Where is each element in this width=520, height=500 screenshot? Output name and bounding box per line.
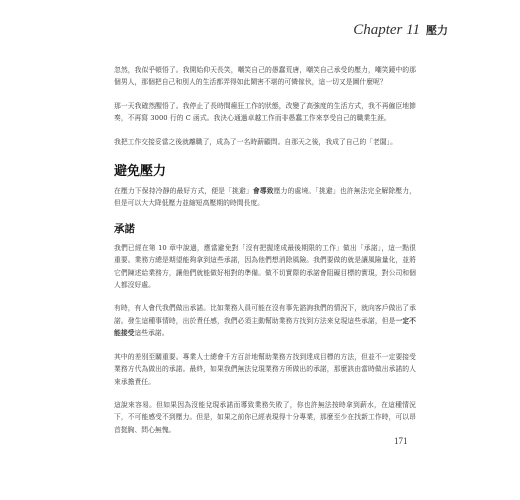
subsection-paragraph-2: [114, 302, 416, 339]
section-heading: 避免壓力: [114, 164, 167, 180]
lead-text-bold: 會導致: [252, 187, 274, 196]
page-body: [114, 64, 416, 447]
chapter-title: 壓力: [426, 24, 448, 37]
subsection-heading: 承諾: [114, 222, 135, 235]
intro-paragraph-3: 我把工作交接妥當之後就離職了，成為了一名時薪顧問。自那天之後，我成了自己的「老闆」。: [114, 137, 397, 146]
p2-text-after: 這些承諾。: [134, 329, 169, 338]
subsection-paragraph-1: 我們已經在第 10 章中說過，應當避免對「沒有把握達成最後期限的工作」做出「承諾」，這一點很重要。業務方總是期望能夠拿到這些承諾，因為他們想消除風險。我們要做的就是讓風險量化，並將它們陳述給業務方，讓他們就能做好相對的準備。做不切實際的承諾會阻礙目標的實現，對公司和個人都沒好處。: [114, 243, 416, 290]
running-header: [353, 22, 448, 39]
subsection-paragraph-4: 這說來容易。但如果因為沒能兌現承諾而導致業務失敗了，你也許無法按時拿到薪水，在這種情況下，不可能感受不到壓力。但是，如果之前你已經表現得十分專業，那麼至少在找新工作時，可以昂首挺胸、問心無愧。: [114, 400, 416, 434]
p2-text-bold: 一定不能接受: [114, 316, 416, 338]
subsection-paragraph-3: 其中的差別至關重要。專業人士總會千方百計地幫助業務方找到達成目標的方法，但並不一定要接受業務方代為做出的承諾。最終，如果我們無法兌現業務方所做出的承諾，那麼該由當時做出承諾的人來承擔責任。: [114, 352, 416, 386]
page-number: 171: [394, 436, 408, 446]
lead-text-before: 在壓力下保持冷靜的最好方式，便是「挑避」: [114, 187, 253, 196]
chapter-label: Chapter 11: [353, 22, 420, 38]
section-lead-paragraph: [114, 185, 416, 210]
p2-text-before: 有時，有人會代我們做出承諾。比如業務人員可能在沒有事先諮詢我們的情況下，就向客戶做出了承諾。發生這種事情時，出於責任感，我們必須主動幫助業務方找到方法來兌現這些承諾，但是: [114, 304, 416, 325]
intro-paragraph-2: 那一天我確然醒悟了。我停止了長時間瘋狂工作的狀態，改變了高強度的生活方式，我不再僱臣地節奏，不再寫 3000 行的 C 函式。我決心通過卓越工作而非愚蠢工作來享受自己的職業生涯。: [114, 101, 416, 123]
intro-paragraph-1: 忽然，我似乎頓悟了。我開始仰天長笑，嘲笑自己的愚蠢荒唐，嘲笑自己承受的壓力，嘲笑鏡中的那個男人，那個把自己和別人的生活都弄得如此鬧害不堪的可憐傢伙，這一切又是圖什麼呢？: [114, 66, 416, 87]
lead-text-after: 壓力的處境。「挑避」也許無法完全解除壓力，但是可以大大降低壓力並縮短高壓期的時間長度。: [114, 187, 417, 208]
